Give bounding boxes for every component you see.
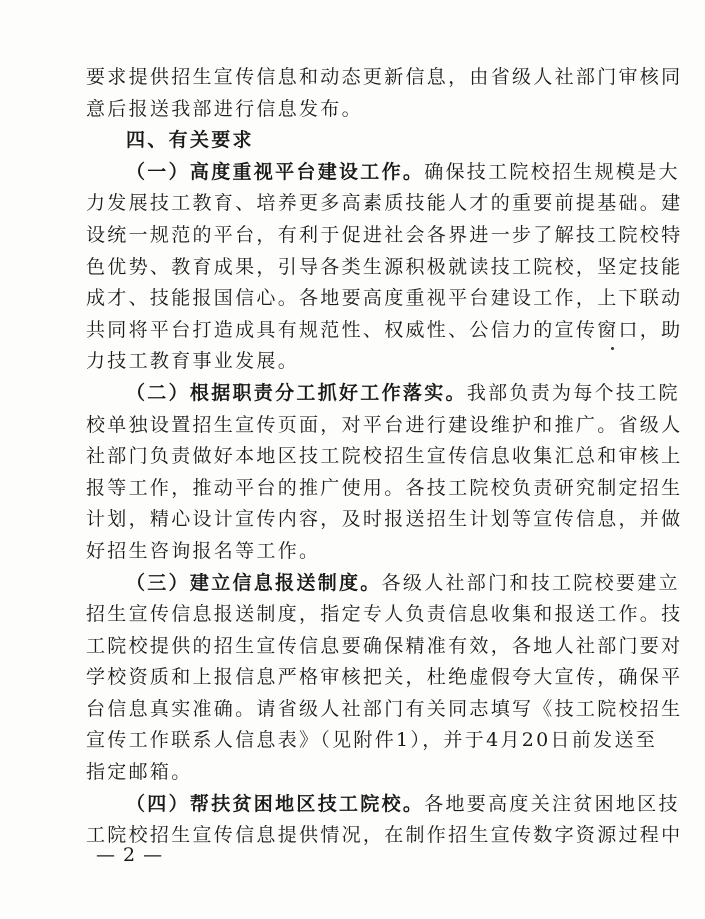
text-line: 要求提供招生宣传信息和动态更新信息，由省级人社部门审核同 — [86, 66, 683, 88]
paragraph-lead: （四）帮扶贫困地区技工院校。 — [126, 792, 425, 815]
paragraph-lead: （三）建立信息报送制度。 — [126, 571, 382, 594]
paragraph-first-line — [86, 568, 680, 600]
text-line: 台信息真实准确。请省级人社部门有关同志填写《技工院校招生 — [86, 697, 683, 720]
paragraph-first-line — [86, 789, 680, 821]
text-line: 力发展技工教育、培养更多高素质技能人才的重要前提基础。建 — [86, 192, 683, 215]
text-line: 设统一规范的平台，有利于促进社会各界进一步了解技工院校特 — [86, 223, 683, 246]
text-line: 共同将平台打造成具有规范性、权威性、公信力的宣传窗口，助 — [86, 318, 683, 341]
section-heading: 四、有关要求 — [126, 129, 254, 152]
text-line: 计划，精心设计宣传内容，及时报送招生计划等宣传信息，并做 — [86, 508, 683, 531]
text-line: 色优势、教育成果，引导各类生源积极就读技工院校，坚定技能 — [86, 255, 683, 278]
text-line: 校单独设置招生宣传页面，对平台进行建设维护和推广。省级人 — [86, 413, 683, 436]
text-line: 工院校招生宣传信息提供情况，在制作招生宣传数字资源过程中 — [86, 824, 683, 847]
paragraph-lead-rest: 各地要高度关注贫困地区技 — [424, 792, 680, 815]
text-line: 工院校提供的招生宣传信息要确保精准有效，各地人社部门要对 — [86, 634, 683, 657]
paragraph-lead-rest: 我部负责为每个技工院 — [466, 381, 680, 404]
paragraph-lead: （一）高度重视平台建设工作。 — [126, 160, 425, 183]
paragraph-first-line — [86, 378, 680, 410]
text-line: 好招生咨询报名等工作。 — [86, 539, 321, 562]
text-line: 指定邮箱。 — [86, 761, 193, 784]
text-line: 力技工教育事业发展。 — [86, 350, 300, 373]
paragraph-first-line — [86, 157, 680, 189]
paragraph-lead-rest: 确保技工院校招生规模是大 — [424, 160, 680, 183]
text-line: 宣传工作联系人信息表》（见附件1），并于4月20日前发送至 — [86, 729, 658, 752]
text-line: 意后报送我部进行信息发布。 — [86, 97, 363, 120]
text-line: 报等工作，推动平台的推广使用。各技工院校负责研究制定招生 — [86, 476, 683, 499]
scan-speck — [611, 347, 614, 350]
paragraph-lead: （二）根据职责分工抓好工作落实。 — [126, 381, 467, 404]
text-line: 成才、技能报国信心。各地要高度重视平台建设工作，上下联动 — [86, 287, 683, 310]
text-line: 学校资质和上报信息严格审核把关，杜绝虚假夸大宣传，确保平 — [86, 666, 683, 689]
document-body — [86, 62, 683, 852]
paragraph-lead-rest: 各级人社部门和技工院校要建立 — [381, 571, 680, 594]
text-line: 社部门负责做好本地区技工院校招生宣传信息收集汇总和审核上 — [86, 445, 683, 468]
text-line: 招生宣传信息报送制度，指定专人负责信息收集和报送工作。技 — [86, 603, 683, 626]
page-number: — 2 — — [96, 844, 164, 866]
